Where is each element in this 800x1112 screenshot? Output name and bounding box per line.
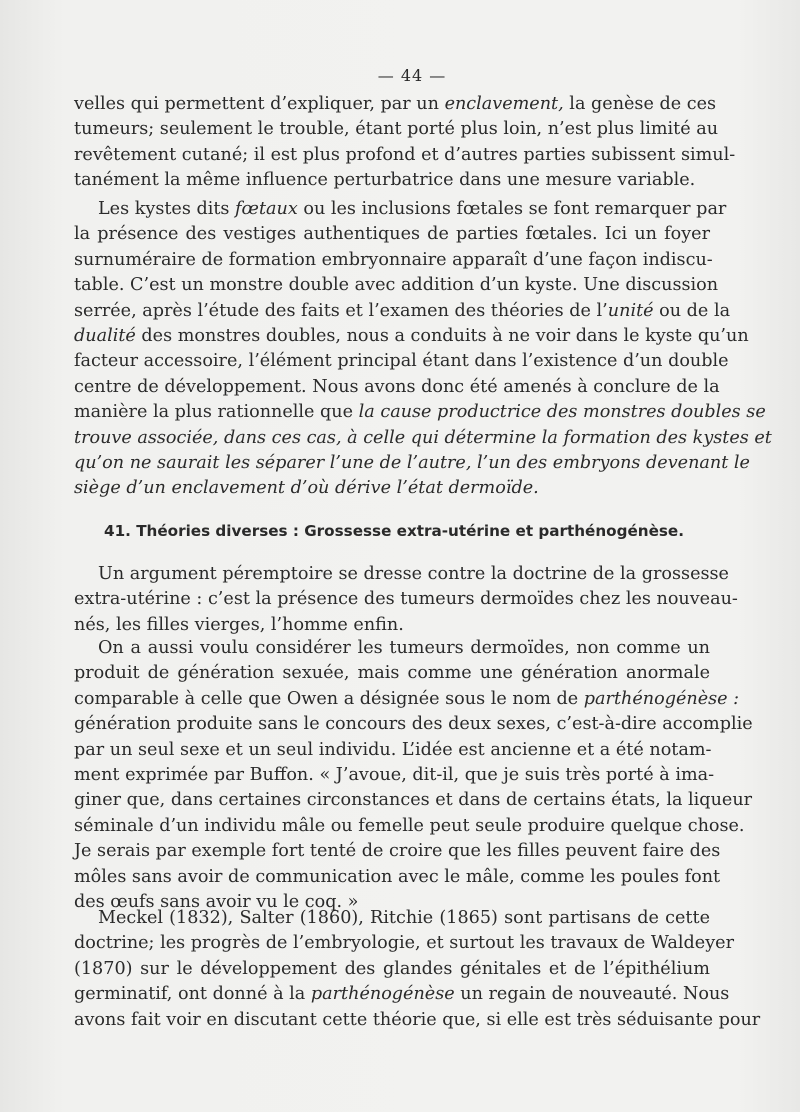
text-line: tanément la même influence perturbatrice dans une mesure variable.	[74, 170, 696, 191]
text-line: centre de développement. Nous avons donc été amenés à conclure de la	[74, 376, 720, 397]
text-line: trouve associée, dans ces cas, à celle qui détermine la formation des kystes et	[74, 427, 772, 448]
text-line: môles sans avoir de communication avec le mâle, comme les poules font	[74, 866, 721, 887]
text-line: par un seul sexe et un seul individu. L’idée est ancienne et a été notam-	[74, 739, 712, 760]
text-line: Les kystes dits fœtaux ou les inclusions fœtales se font remarquer par	[98, 199, 727, 219]
paragraph-1	[74, 92, 736, 194]
text-line: Un argument péremptoire se dresse contre la doctrine de la grossesse	[98, 564, 729, 584]
text-line: tumeurs; seulement le trouble, étant porté plus loin, n’est plus limité au	[74, 119, 719, 140]
text-line: comparable à celle que Owen a désignée sous le nom de parthénogénèse :	[74, 688, 740, 709]
text-line: Je serais par exemple fort tenté de croire que les filles peuvent faire des	[74, 841, 721, 862]
text-line: ment exprimée par Buffon. « J’avoue, dit-il, que je suis très porté à ima-	[74, 764, 715, 785]
paragraph-2	[74, 197, 772, 502]
text-line: facteur accessoire, l’élément principal étant dans l’existence d’un double	[74, 351, 729, 372]
text-line: nés, les filles vierges, l’homme enfin.	[74, 614, 404, 635]
text-line: On a aussi voulu considérer les tumeurs dermoïdes, non comme un	[98, 638, 710, 658]
text-line: qu’on ne saurait les séparer l’une de l’autre, l’un des embryons devenant le	[74, 452, 750, 473]
text-line: siège d’un enclavement d’où dérive l’état dermoïde.	[74, 478, 539, 499]
text-line: serrée, après l’étude des faits et l’examen des théories de l’unité ou de la	[74, 300, 731, 321]
text-line: doctrine; les progrès de l’embryologie, et surtout les travaux de Waldeyer	[74, 933, 734, 954]
text-line: (1870) sur le développement des glandes génitales et de l’épithélium	[74, 958, 710, 979]
paragraph-5	[74, 906, 761, 1033]
text-line: avons fait voir en discutant cette théorie que, si elle est très séduisante pour	[74, 1009, 761, 1030]
text-line: Meckel (1832), Salter (1860), Ritchie (1865) sont partisans de cette	[98, 908, 710, 928]
text-line: dualité des monstres doubles, nous a conduits à ne voir dans le kyste qu’un	[74, 325, 749, 346]
text-line: des œufs sans avoir vu le coq. »	[74, 891, 359, 912]
page-number: — 44 —	[377, 66, 447, 85]
text-line: germinatif, ont donné à la parthénogénèse un regain de nouveauté. Nous	[74, 984, 730, 1005]
text-line: surnuméraire de formation embryonnaire apparaît d’une façon indiscu-	[74, 249, 713, 270]
text-line: velles qui permettent d’expliquer, par un enclavement, la genèse de ces	[74, 94, 717, 114]
text-line: produit de génération sexuée, mais comme une génération anormale	[74, 663, 710, 684]
text-line: manière la plus rationnelle que la cause productrice des monstres doubles se	[74, 402, 766, 423]
text-line: la présence des vestiges authentiques de parties fœtales. Ici un foyer	[74, 224, 710, 245]
text-line: giner que, dans certaines circonstances et dans de certains états, la liqueur	[74, 790, 753, 811]
text-line: séminale d’un individu mâle ou femelle peut seule produire quelque chose.	[74, 815, 745, 836]
paragraph-3	[74, 562, 738, 638]
paragraph-4	[74, 636, 753, 915]
text-line: revêtement cutané; il est plus profond et d’autres parties subissent simul-	[74, 144, 736, 165]
text-line: génération produite sans le concours des deux sexes, c’est-à-dire accomplie	[74, 714, 753, 735]
text-line: extra-utérine : c’est la présence des tumeurs dermoïdes chez les nouveau-	[74, 589, 738, 610]
text-line: table. C’est un monstre double avec addition d’un kyste. Une discussion	[74, 275, 719, 296]
section-heading: 41. Théories diverses : Grossesse extra-utérine et parthénogénèse.	[104, 522, 684, 540]
